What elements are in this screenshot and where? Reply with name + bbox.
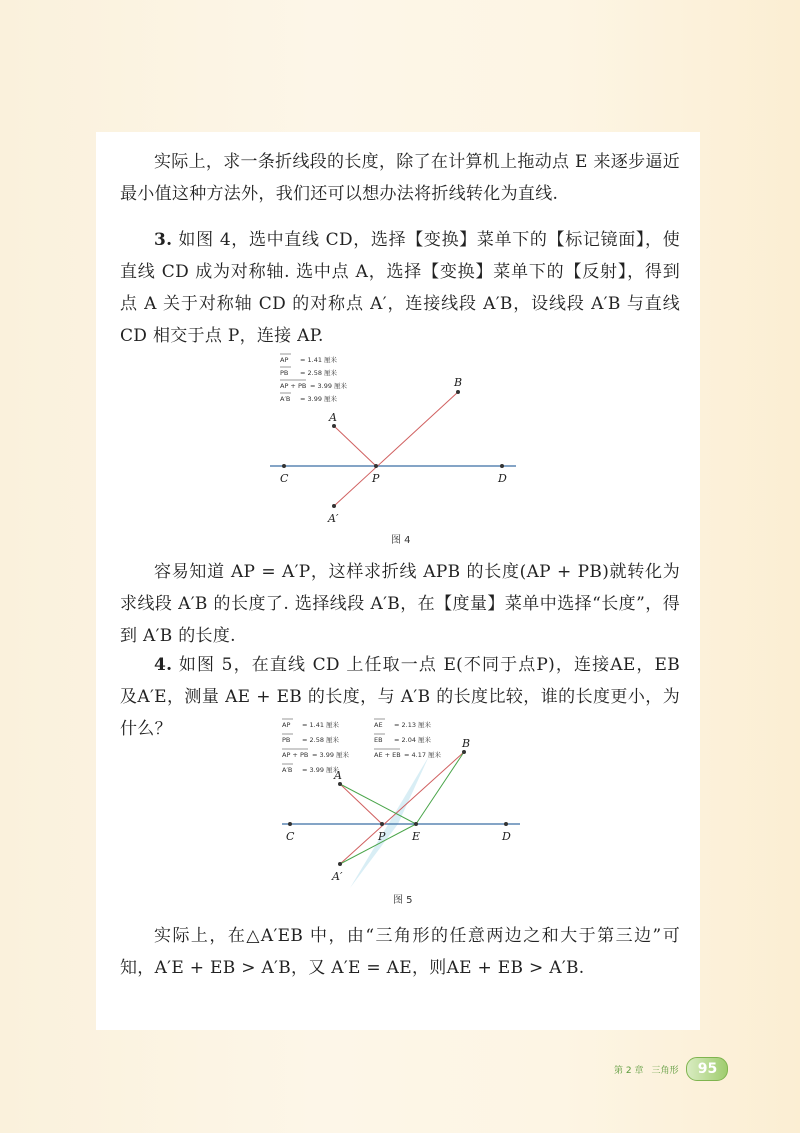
fig4-measure-label-pb: PB <box>280 369 289 377</box>
page-number: 95 <box>686 1057 728 1081</box>
fig5-measure-value-sum: = 3.99 厘米 <box>312 751 350 759</box>
step-4-text: 如图 5，在直线 CD 上任取一点 E(不同于点P)，连接AE，EB 及A′E，测量 AE + EB 的长度，与 A′B 的长度比较，谁的长度更小，为什么？ <box>120 655 680 739</box>
fig5-measure-value-pb: = 2.58 厘米 <box>302 736 340 744</box>
fig5-point-a: A <box>334 769 342 782</box>
fig5-point-e: E <box>412 830 421 843</box>
figure-5 <box>282 716 532 888</box>
intro-paragraph: 实际上，求一条折线段的长度，除了在计算机上拖动点 E 来逐步逼近最小值这种方法外，我们还可以想办法将折线转化为直线. <box>120 152 680 204</box>
fig5-measure-value-ap: = 1.41 厘米 <box>302 721 340 729</box>
fig5-segment-eb <box>416 752 464 824</box>
fig5-measure-label-a2b: A′B <box>282 766 293 774</box>
fig5-measure-label-sum: AP + PB <box>282 751 309 759</box>
fig4-point-d: D <box>498 472 507 485</box>
explanation-paragraph: 容易知道 AP = A′P，这样求折线 APB 的长度(AP + PB)就转化为求线段 A′B 的长度了. 选择线段 A′B，在【度量】菜单中选择“长度”，得到 A′B 的长度. <box>120 562 680 646</box>
fig5-measure-value-ae: = 2.13 厘米 <box>394 721 432 729</box>
fig5-measure-value-a2b: = 3.99 厘米 <box>302 766 340 774</box>
fig4-point-b: B <box>454 376 463 389</box>
fig5-point-a-prime: A′ <box>332 870 343 883</box>
fig4-measure-label-a2b: A′B <box>280 395 291 403</box>
step-3-number: 3. <box>154 230 173 250</box>
fig5-measure-label-sum: AE + EB <box>374 751 401 759</box>
fig4-segment-a2b <box>334 392 458 506</box>
figure-5-caption: 图 5 <box>393 895 413 906</box>
fig5-measure-value-eb: = 2.04 厘米 <box>394 736 432 744</box>
fig4-point-a-prime: A′ <box>328 512 339 525</box>
fig4-measure-value-pb: = 2.58 厘米 <box>300 369 338 377</box>
fig5-segment-a2b <box>340 752 464 864</box>
fig5-measure-label-ae: AE <box>374 721 383 729</box>
fig5-point-b: B <box>462 737 471 750</box>
figure-4-caption: 图 4 <box>391 535 411 546</box>
fig5-measure-label-pb: PB <box>282 736 291 744</box>
fig4-measure-value-ap: = 1.41 厘米 <box>300 356 338 364</box>
fig5-measurements-left <box>282 719 350 774</box>
fig4-point-c: C <box>280 472 289 485</box>
fig5-measure-label-ap: AP <box>282 721 291 729</box>
step-3-paragraph <box>120 224 680 352</box>
fig5-point-d: D <box>502 830 511 843</box>
fig4-point-p: P <box>372 472 380 485</box>
step-3-text: 如图 4，选中直线 CD，选择【变换】菜单下的【标记镜面】，使直线 CD 成为对称轴. 选中点 A，选择【变换】菜单下的【反射】，得到点 A 关于对称轴 CD 的对称点 A′，连接线段 A′B，设线段 A′B 与直线 CD 相交于点 P，连接 AP. <box>120 230 680 346</box>
page-footer <box>614 1058 728 1080</box>
fig4-measure-value-sum: = 3.99 厘米 <box>310 382 348 390</box>
conclusion-paragraph: 实际上，在△A′EB 中，由“三角形的任意两边之和大于第三边”可知，A′E + EB > A′B，又 A′E = AE，则AE + EB > A′B. <box>120 926 680 978</box>
fig5-measurements-right <box>374 719 442 759</box>
fig5-measure-value-sum: = 4.17 厘米 <box>404 751 442 759</box>
fig4-point-a: A <box>329 411 337 424</box>
fig5-measure-label-eb: EB <box>374 736 383 744</box>
page-content <box>96 132 700 1030</box>
fig5-point-c: C <box>286 830 295 843</box>
fig5-segment-ap <box>340 784 382 824</box>
fig4-measure-label-sum: AP + PB <box>280 382 307 390</box>
fig5-point-p: P <box>378 830 386 843</box>
step-4-number: 4. <box>154 655 173 675</box>
fig4-measurements <box>280 354 348 403</box>
figure-4 <box>270 350 530 530</box>
fig4-measure-label-ap: AP <box>280 356 289 364</box>
footer-chapter-title: 三角形 <box>651 1065 679 1076</box>
fig4-measure-value-a2b: = 3.99 厘米 <box>300 395 338 403</box>
footer-chapter: 第 2 章 <box>614 1065 644 1076</box>
fig4-segment-ap <box>334 426 376 466</box>
